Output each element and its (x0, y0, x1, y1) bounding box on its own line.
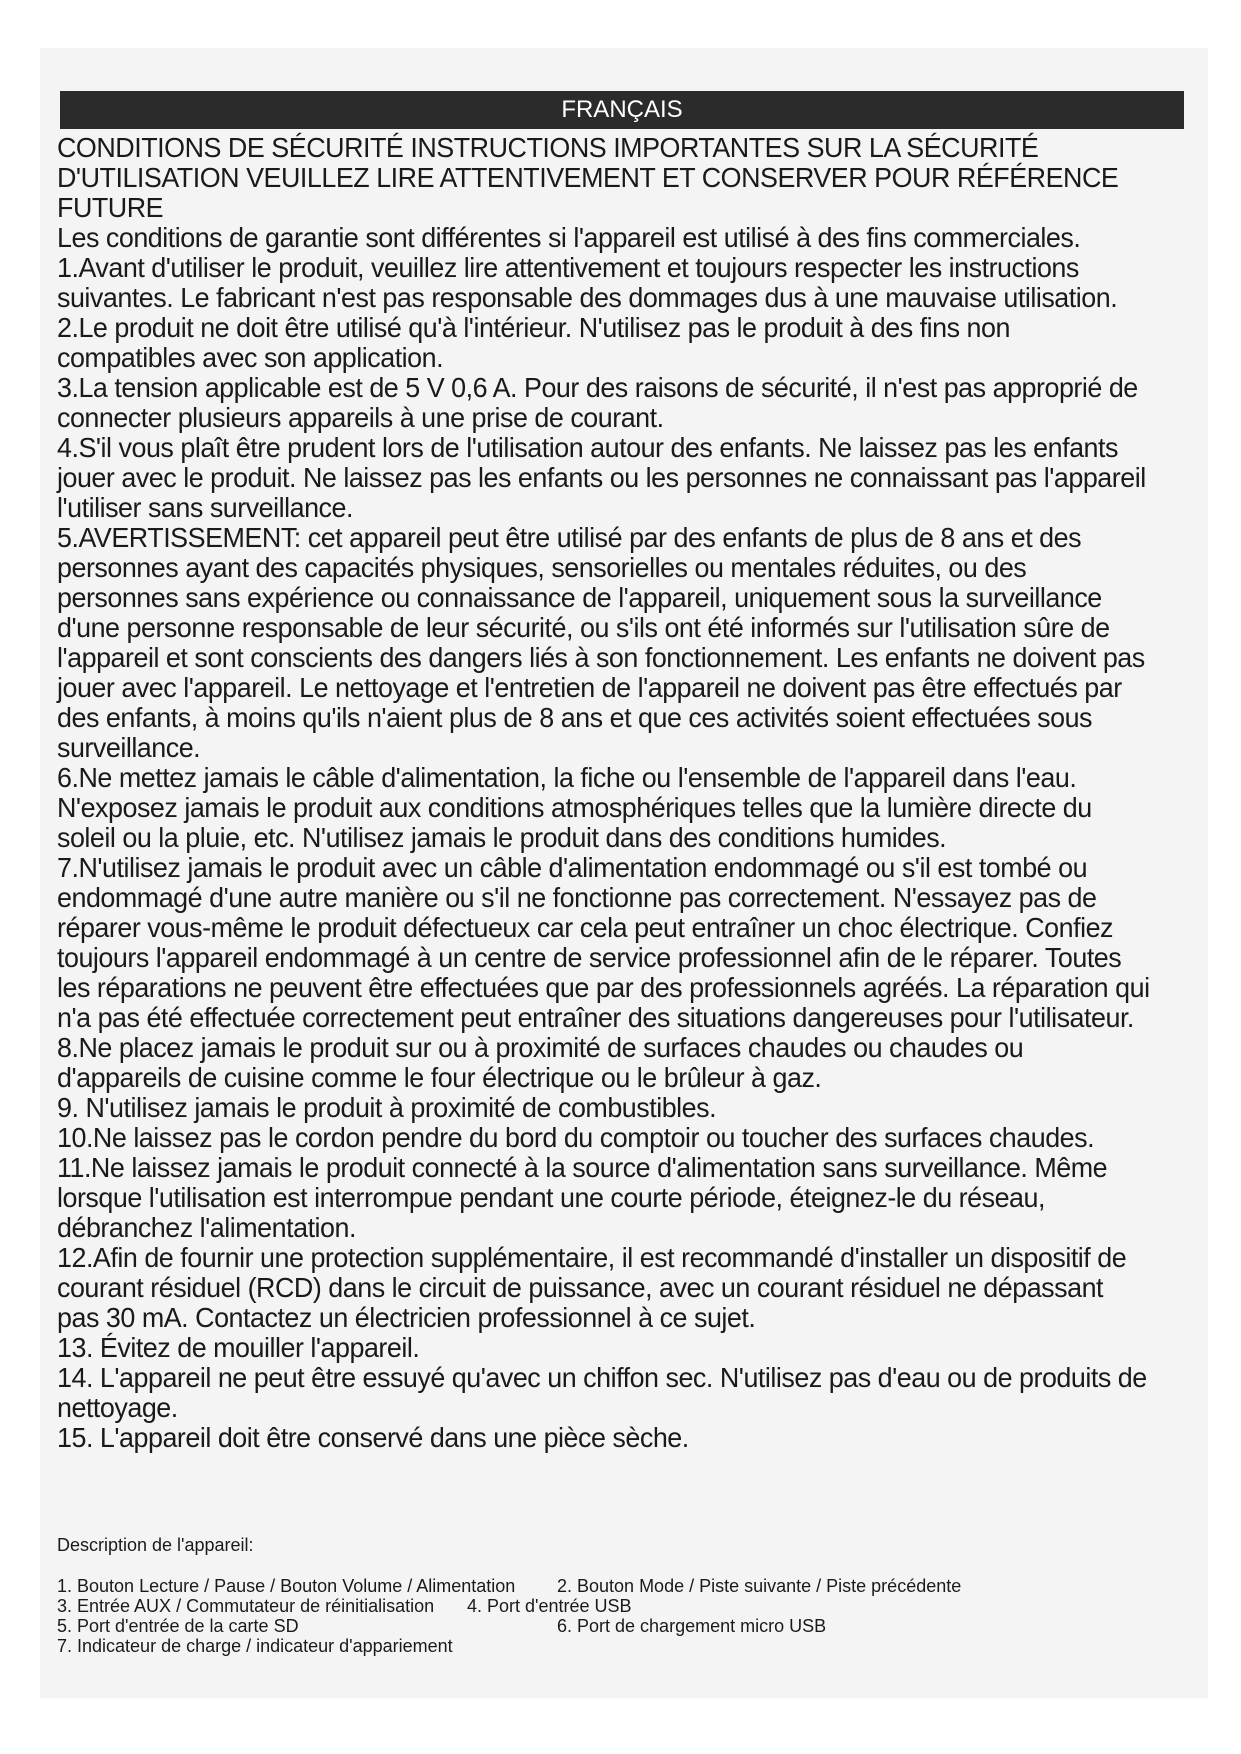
instruction-3: 3.La tension applicable est de 5 V 0,6 A. Pour des raisons de sécurité, il n'est pas approprié de connecter plusieurs appareils à une prise de courant. (57, 372, 1138, 433)
instruction-11: 11.Ne laissez jamais le produit connecté à la source d'alimentation sans surveillance. Même lorsque l'utilisation est interrompue pendant une courte période, éteignez-le du réseau, débranchez l'alimentation. (57, 1152, 1108, 1243)
description-row (57, 1616, 1177, 1636)
part-2: 2. Bouton Mode / Piste suivante / Piste précédente (557, 1576, 962, 1596)
instruction-1: 1.Avant d'utiliser le produit, veuillez lire attentivement et toujours respecter les instructions suivantes. Le fabricant n'est pas responsable des dommages dus à une mauvaise utilisation. (57, 252, 1118, 313)
part-5: 5. Port d'entrée de la carte SD (57, 1616, 299, 1636)
safety-instructions (57, 133, 1197, 1453)
description-row (57, 1576, 1177, 1596)
part-1: 1. Bouton Lecture / Pause / Bouton Volume / Alimentation (57, 1576, 516, 1596)
instruction-8: 8.Ne placez jamais le produit sur ou à proximité de surfaces chaudes ou chaudes ou d'appareils de cuisine comme le four électrique ou le brûleur à gaz. (57, 1032, 1024, 1093)
instruction-4: 4.S'il vous plaît être prudent lors de l'utilisation autour des enfants. Ne laissez pas les enfants jouer avec le produit. Ne laissez pas les enfants ou les personnes ne connaissant pas l'appareil l'utiliser sans surveillance. (57, 432, 1146, 523)
language-banner: FRANÇAIS (60, 91, 1184, 129)
safety-heading: CONDITIONS DE SÉCURITÉ INSTRUCTIONS IMPORTANTES SUR LA SÉCURITÉ D'UTILISATION VEUILLEZ LIRE ATTENTIVEMENT ET CONSERVER POUR RÉFÉRENCE FUTURE (57, 132, 1119, 223)
instruction-5: 5.AVERTISSEMENT: cet appareil peut être utilisé par des enfants de plus de 8 ans et des personnes ayant des capacités physiques, sensorielles ou mentales réduites, ou des personnes sans expérience ou connaissance de l'appareil, uniquement sous la surveillance d'une personne responsable de leur sécurité, ou s'ils ont été informés sur l'utilisation sûre de l'appareil et sont conscients des dangers liés à son fonctionnement. Les enfants ne doivent pas jouer avec l'appareil. Le nettoyage et l'entretien de l'appareil ne doivent pas être effectués par des enfants, à moins qu'ils n'aient plus de 8 ans et que ces activités soient effectuées sous surveillance. (57, 522, 1145, 763)
description-row (57, 1596, 1177, 1616)
instruction-12: 12.Afin de fournir une protection supplémentaire, il est recommandé d'installer un dispositif de courant résiduel (RCD) dans le circuit de puissance, avec un courant résiduel ne dépassant pas 30 mA. Contactez un électricien professionnel à ce sujet. (57, 1242, 1127, 1333)
instruction-9: 9. N'utilisez jamais le produit à proximité de combustibles. (57, 1092, 717, 1123)
part-6: 6. Port de chargement micro USB (557, 1616, 827, 1636)
part-7: 7. Indicateur de charge / indicateur d'appariement (57, 1636, 453, 1656)
device-description (57, 1535, 1177, 1656)
part-3: 3. Entrée AUX / Commutateur de réinitialisation (57, 1596, 435, 1616)
description-row (57, 1636, 1177, 1656)
instruction-14: 14. L'appareil ne peut être essuyé qu'avec un chiffon sec. N'utilisez pas d'eau ou de produits de nettoyage. (57, 1362, 1147, 1423)
part-4: 4. Port d'entrée USB (467, 1596, 632, 1616)
instruction-7: 7.N'utilisez jamais le produit avec un câble d'alimentation endommagé ou s'il est tombé ou endommagé d'une autre manière ou s'il ne fonctionne pas correctement. N'essayez pas de réparer vous-même le produit défectueux car cela peut entraîner un choc électrique. Confiez toujours l'appareil endommagé à un centre de service professionnel afin de le réparer. Toutes les réparations ne peuvent être effectuées que par des professionnels agréés. La réparation qui n'a pas été effectuée correctement peut entraîner des situations dangereuses pour l'utilisateur. (57, 852, 1150, 1033)
instruction-13: 13. Évitez de mouiller l'appareil. (57, 1332, 420, 1363)
description-title: Description de l'appareil: (57, 1535, 254, 1555)
instruction-15: 15. L'appareil doit être conservé dans une pièce sèche. (57, 1422, 689, 1453)
instruction-6: 6.Ne mettez jamais le câble d'alimentation, la fiche ou l'ensemble de l'appareil dans l'eau. N'exposez jamais le produit aux conditions atmosphériques telles que la lumière directe du soleil ou la pluie, etc. N'utilisez jamais le produit dans des conditions humides. (57, 762, 1092, 853)
instruction-10: 10.Ne laissez pas le cordon pendre du bord du comptoir ou toucher des surfaces chaudes. (57, 1122, 1095, 1153)
instruction-2: 2.Le produit ne doit être utilisé qu'à l'intérieur. N'utilisez pas le produit à des fins non compatibles avec son application. (57, 312, 1010, 373)
warranty-note: Les conditions de garantie sont différentes si l'appareil est utilisé à des fins commerciales. (57, 222, 1081, 253)
